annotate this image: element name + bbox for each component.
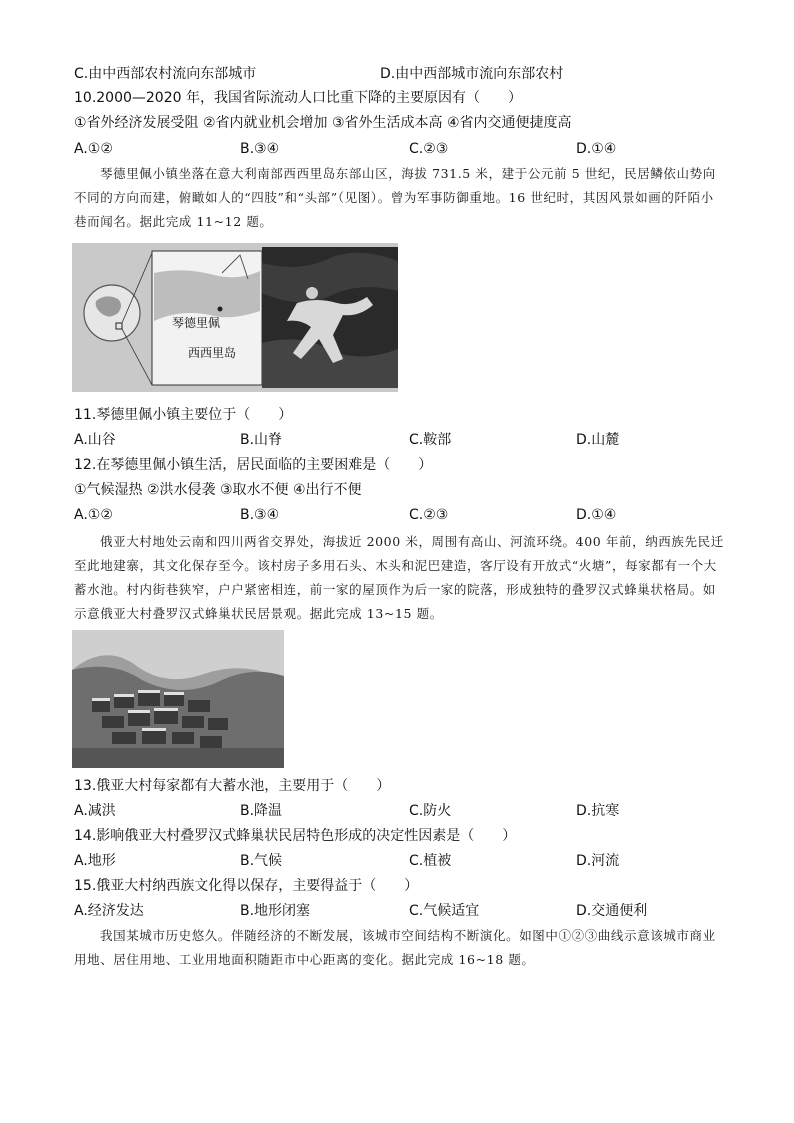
option-c: C.鞍部: [409, 432, 452, 448]
map-label-island: 西西里岛: [188, 346, 237, 360]
question-11-stem: 11.琴德里佩小镇主要位于（ ）: [74, 407, 293, 423]
passage-eya-village: [74, 530, 724, 626]
option-a: A.山谷: [74, 432, 116, 448]
option-b: B.③④: [240, 141, 280, 157]
passage-text: 我国某城市历史悠久。伴随经济的不断发展，该城市空间结构不断演化。如图中①②③曲线示意该城市商业用地、居住用地、工业用地面积随距市中心距离的变化。据此完成 16~18 题。: [74, 928, 716, 967]
passage-text: 琴德里佩小镇坐落在意大利南部西西里岛东部山区，海拔 731.5 米，建于公元前 5 世纪，民居鳞依山势向不同的方向而建，俯瞰如人的“四肢”和“头部”（见图）。曾为军事防御重地。16 世纪时，其因风景如画的阡陌小巷而闻名。据此完成 11~12 题。: [74, 166, 716, 229]
option-a: A.①②: [74, 507, 113, 523]
option-b: B.山脊: [240, 432, 283, 448]
figure-map-svg: [72, 243, 398, 392]
question-12-stem: 12.在琴德里佩小镇生活，居民面临的主要困难是（ ）: [74, 457, 433, 473]
option-c: C.②③: [409, 141, 449, 157]
option-c: C.②③: [409, 507, 449, 523]
figure-map-and-aerial: [72, 243, 398, 392]
passage-city-structure: [74, 924, 724, 972]
village-photo-svg: [72, 630, 284, 768]
option-d: D.由中西部城市流向东部农村: [380, 66, 564, 82]
option-b: B.③④: [240, 507, 280, 523]
option-c: C.气候适宜: [409, 903, 480, 919]
option-d: D.河流: [576, 853, 620, 869]
option-a: A.减洪: [74, 803, 116, 819]
option-d: D.交通便利: [576, 903, 648, 919]
option-a: A.①②: [74, 141, 113, 157]
question-10-stem: 10.2000—2020 年，我国省际流动人口比重下降的主要原因有（ ）: [74, 90, 522, 106]
town-marker: [218, 307, 223, 312]
passage-candelaria: [74, 162, 724, 234]
map-label-town: 琴德里佩: [172, 316, 221, 330]
question-15-stem: 15.俄亚大村纳西族文化得以保存，主要得益于（ ）: [74, 878, 419, 894]
option-d: D.山麓: [576, 432, 620, 448]
passage-text: 俄亚大村地处云南和四川两省交界处，海拔近 2000 米，周围有高山、河流环绕。400 年前，纳西族先民迁至此地建寨，其文化保存至今。该村房子多用石头、木头和泥巴建造，客厅设有开放式“火塘”，每家都有一个大蓄水池。村内街巷狭窄，户户紧密相连，前一家的屋顶作为后一家的院落，形成独特的叠罗汉式蜂巢状格局。如示意俄亚大村叠罗汉式蜂巢状民居景观。据此完成 13~15 题。: [74, 534, 724, 621]
option-b: B.气候: [240, 853, 283, 869]
option-d: D.抗寒: [576, 803, 620, 819]
question-12-statements: ①气候湿热 ②洪水侵袭 ③取水不便 ④出行不便: [74, 482, 362, 498]
option-d: D.①④: [576, 141, 617, 157]
question-14-stem: 14.影响俄亚大村叠罗汉式蜂巢状民居特色形成的决定性因素是（ ）: [74, 828, 517, 844]
option-b: B.降温: [240, 803, 283, 819]
option-a: A.经济发达: [74, 903, 144, 919]
option-d: D.①④: [576, 507, 617, 523]
option-c: C.植被: [409, 853, 452, 869]
sicily-land: [154, 270, 260, 321]
option-c: C.由中西部农村流向东部城市: [74, 66, 257, 82]
option-b: B.地形闭塞: [240, 903, 311, 919]
option-a: A.地形: [74, 853, 116, 869]
question-13-stem: 13.俄亚大村每家都有大蓄水池，主要用于（ ）: [74, 778, 391, 794]
figure-village-photo: [72, 630, 284, 768]
option-c: C.防火: [409, 803, 452, 819]
question-10-statements: ①省外经济发展受阻 ②省内就业机会增加 ③省外生活成本高 ④省内交通便捷度高: [74, 115, 572, 131]
